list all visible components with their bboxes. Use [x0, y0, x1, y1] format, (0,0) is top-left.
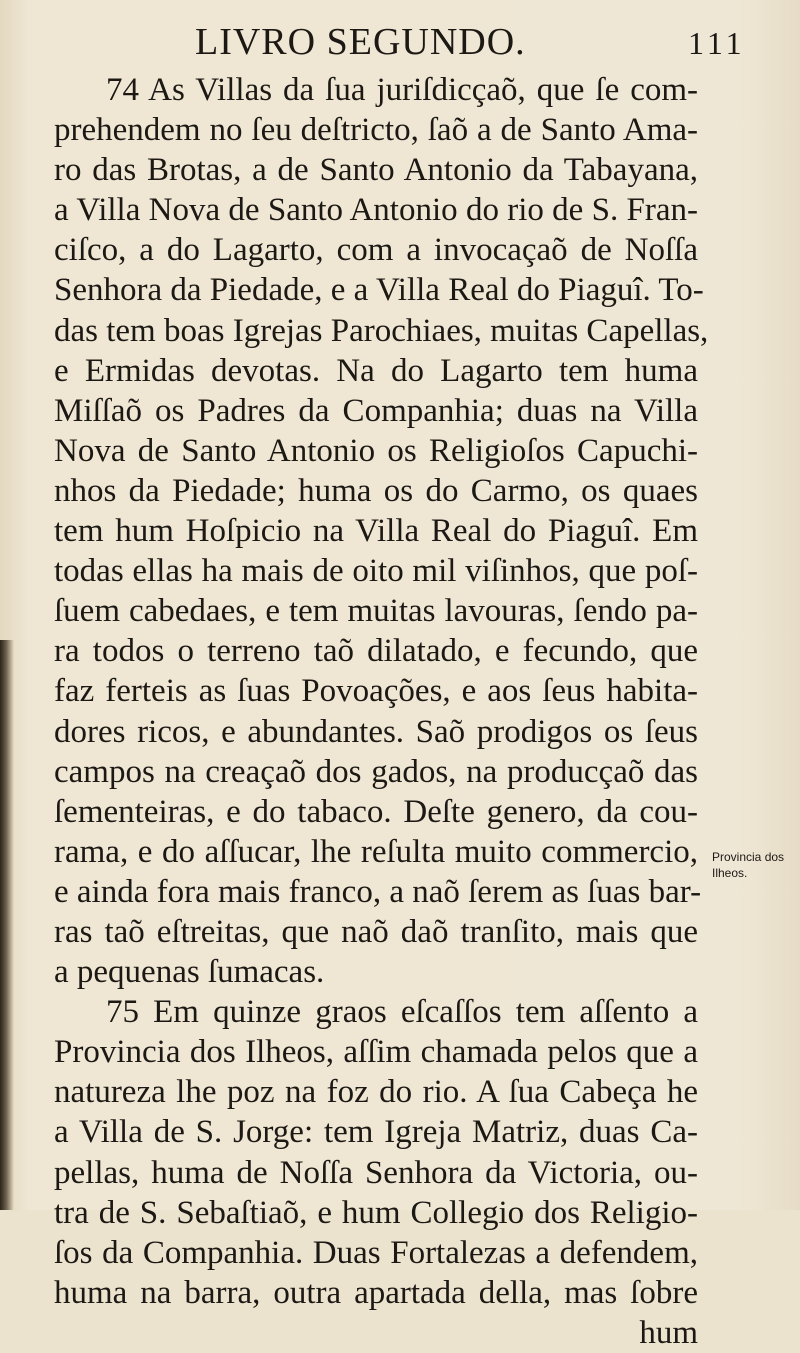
text-line: e Ermidas devotas. Na do Lagarto tem huma [54, 352, 698, 389]
text-line: ro das Brotas, a de Santo Antonio da Tabayana, [54, 152, 698, 189]
text-line: campos na creaçaõ dos gados, na producçaõ das [54, 753, 698, 790]
text-line: ciſco, a do Lagarto, com a invocaçaõ de Noſſa [54, 232, 698, 269]
text-line: ſos da Companhia. Duas Fortalezas a defendem, [54, 1234, 698, 1271]
text-line: faz ferteis as ſuas Povoações, e aos ſeus habita- [54, 673, 698, 710]
text-line: Provincia dos Ilheos, aſſim chamada pelos que a [54, 1034, 698, 1071]
paragraph-75 [10, 992, 800, 1313]
text-line: ras taõ eſtreitas, que naõ daõ tranſito, mais que [54, 913, 698, 950]
catchword: hum [639, 1314, 698, 1351]
text-line: a pequenas ſumacas. [54, 954, 325, 991]
body-text [10, 70, 800, 1353]
text-line: das tem boas Igrejas Parochiaes, muitas Capellas, [54, 312, 709, 349]
text-line: 75 Em quinze graos eſcaſſos tem aſſento a [106, 994, 698, 1031]
text-line: 74 As Villas da ſua juriſdicçaõ, que ſe com- [106, 72, 698, 108]
text-line: ſuem cabedaes, e tem muitas lavouras, ſendo pa- [54, 593, 698, 630]
text-line: huma na barra, outra apartada della, mas ſobre [54, 1274, 698, 1311]
running-head: LIVRO SEGUNDO. [195, 21, 526, 63]
text-line: natureza lhe poz na foz do rio. A ſua Cabeça he [54, 1074, 698, 1111]
text-line: ſementeiras, e do tabaco. Deſte genero, da cou- [54, 793, 698, 830]
text-line: tem hum Hoſpicio na Villa Real do Piaguî. Em [54, 513, 698, 550]
text-line: Miſſaõ os Padres da Companhia; duas na Villa [54, 392, 698, 429]
text-line: todas ellas ha mais de oito mil viſinhos, que poſ- [54, 553, 698, 590]
marginal-note [712, 849, 800, 881]
marginal-note-line: Provincia dos [712, 850, 785, 864]
text-line: rama, e do aſſucar, lhe reſulta muito commercio, [54, 833, 698, 870]
text-line: tra de S. Sebaſtiaõ, e hum Collegio dos Religio- [54, 1194, 698, 1231]
text-line: dores ricos, e abundantes. Saõ prodigos os ſeus [54, 713, 698, 750]
page-header [0, 18, 800, 66]
page-number: 111 [688, 25, 746, 61]
text-line: e ainda fora mais franco, a naõ ſerem as ſuas bar- [54, 873, 702, 910]
text-line: Nova de Santo Antonio os Religioſos Capuchi- [54, 432, 698, 469]
text-line: nhos da Piedade; huma os do Carmo, os quaes [54, 472, 698, 509]
text-line: a Villa de S. Jorge: tem Igreja Matriz, duas Ca- [54, 1114, 698, 1151]
text-line: pellas, huma de Noſſa Senhora da Victoria, ou- [54, 1154, 698, 1191]
text-line: ra todos o terreno taõ dilatado, e fecundo, que [54, 633, 698, 670]
paragraph-74 [10, 70, 800, 992]
marginal-note-line: Ilheos. [712, 866, 748, 880]
text-line: Senhora da Piedade, e a Villa Real do Piaguî. To- [54, 272, 704, 309]
text-line: prehendem no ſeu deſtricto, ſaõ a de Santo Ama- [54, 112, 698, 149]
text-line: a Villa Nova de Santo Antonio do rio de S. Fran- [54, 192, 698, 229]
